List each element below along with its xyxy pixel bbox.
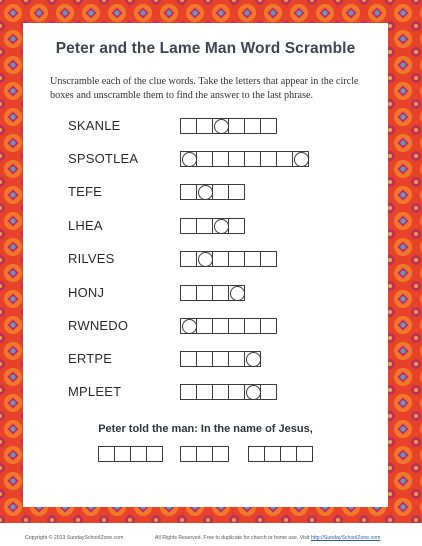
letter-box[interactable] <box>196 151 213 167</box>
letter-box[interactable] <box>228 384 245 400</box>
letter-box[interactable] <box>180 118 197 134</box>
letter-box[interactable] <box>196 318 213 334</box>
final-answer-word <box>98 446 163 462</box>
letter-box[interactable] <box>212 251 229 267</box>
letter-box[interactable] <box>244 118 261 134</box>
answer-box-row <box>180 184 245 200</box>
circled-letter-box[interactable] <box>212 118 229 134</box>
page-title: Peter and the Lame Man Word Scramble <box>55 40 356 57</box>
clue-word: MPLEET <box>68 384 122 399</box>
letter-box[interactable] <box>248 446 265 462</box>
footer <box>0 526 422 546</box>
answer-box-row <box>180 351 261 367</box>
letter-box[interactable] <box>212 151 229 167</box>
letter-box[interactable] <box>180 251 197 267</box>
letter-box[interactable] <box>98 446 115 462</box>
letter-box[interactable] <box>296 446 313 462</box>
letter-box[interactable] <box>146 446 163 462</box>
final-phrase: Peter told the man: In the name of Jesus, <box>98 423 313 435</box>
letter-box[interactable] <box>212 318 229 334</box>
letter-box[interactable] <box>196 218 213 234</box>
letter-box[interactable] <box>276 151 293 167</box>
letter-box[interactable] <box>180 384 197 400</box>
letter-box[interactable] <box>212 351 229 367</box>
letter-box[interactable] <box>260 251 277 267</box>
letter-box[interactable] <box>114 446 131 462</box>
letter-box[interactable] <box>196 384 213 400</box>
letter-box[interactable] <box>180 351 197 367</box>
worksheet-panel <box>23 23 388 507</box>
clue-word: LHEA <box>68 218 103 233</box>
answer-box-row <box>180 118 277 134</box>
website-link[interactable]: http://SundaySchoolZone.com <box>310 535 381 541</box>
circled-letter-box[interactable] <box>244 351 261 367</box>
letter-box[interactable] <box>244 318 261 334</box>
answer-box-row <box>180 251 277 267</box>
clue-word: SPSOTLEA <box>68 151 139 166</box>
letter-box[interactable] <box>196 285 213 301</box>
letter-box[interactable] <box>196 351 213 367</box>
answer-box-row <box>180 384 277 400</box>
letter-box[interactable] <box>180 446 197 462</box>
letter-box[interactable] <box>180 184 197 200</box>
clue-word: RILVES <box>68 251 115 266</box>
clue-word: RWNEDO <box>68 318 129 333</box>
circled-letter-box[interactable] <box>228 285 245 301</box>
letter-box[interactable] <box>260 151 277 167</box>
rights-statement: All Rights Reserved. Free to duplicate for church or home use. Visit <box>155 535 310 541</box>
letter-box[interactable] <box>212 446 229 462</box>
circled-letter-box[interactable] <box>180 318 197 334</box>
letter-box[interactable] <box>130 446 147 462</box>
letter-box[interactable] <box>260 384 277 400</box>
letter-box[interactable] <box>280 446 297 462</box>
final-answer-word <box>180 446 229 462</box>
circled-letter-box[interactable] <box>196 184 213 200</box>
circled-letter-box[interactable] <box>196 251 213 267</box>
letter-box[interactable] <box>244 151 261 167</box>
letter-box[interactable] <box>180 218 197 234</box>
letter-box[interactable] <box>212 184 229 200</box>
letter-box[interactable] <box>228 118 245 134</box>
letter-box[interactable] <box>196 118 213 134</box>
clue-word: ERTPE <box>68 351 113 366</box>
letter-box[interactable] <box>212 285 229 301</box>
letter-box[interactable] <box>244 251 261 267</box>
letter-box[interactable] <box>228 318 245 334</box>
letter-box[interactable] <box>228 184 245 200</box>
letter-box[interactable] <box>228 351 245 367</box>
letter-box[interactable] <box>260 318 277 334</box>
copyright-text: Copyright © 2013 SundaySchoolZone.com <box>25 535 124 541</box>
clue-word: SKANLE <box>68 118 121 133</box>
letter-box[interactable] <box>228 151 245 167</box>
circled-letter-box[interactable] <box>212 218 229 234</box>
letter-box[interactable] <box>180 285 197 301</box>
letter-box[interactable] <box>212 384 229 400</box>
circled-letter-box[interactable] <box>180 151 197 167</box>
rights-text <box>155 535 380 541</box>
letter-box[interactable] <box>196 446 213 462</box>
letter-box[interactable] <box>264 446 281 462</box>
answer-box-row <box>180 318 277 334</box>
clue-word: TEFE <box>68 184 103 199</box>
letter-box[interactable] <box>228 251 245 267</box>
circled-letter-box[interactable] <box>292 151 309 167</box>
answer-box-row <box>180 218 245 234</box>
instructions: Unscramble each of the clue words. Take the letters that appear in the circle boxes and unscramble them to find the answer to the last phrase. <box>50 76 359 101</box>
answer-box-row <box>180 151 309 167</box>
letter-box[interactable] <box>228 218 245 234</box>
letter-box[interactable] <box>260 118 277 134</box>
final-answer-word <box>248 446 313 462</box>
circled-letter-box[interactable] <box>244 384 261 400</box>
clue-word: HONJ <box>68 285 105 300</box>
answer-box-row <box>180 285 245 301</box>
